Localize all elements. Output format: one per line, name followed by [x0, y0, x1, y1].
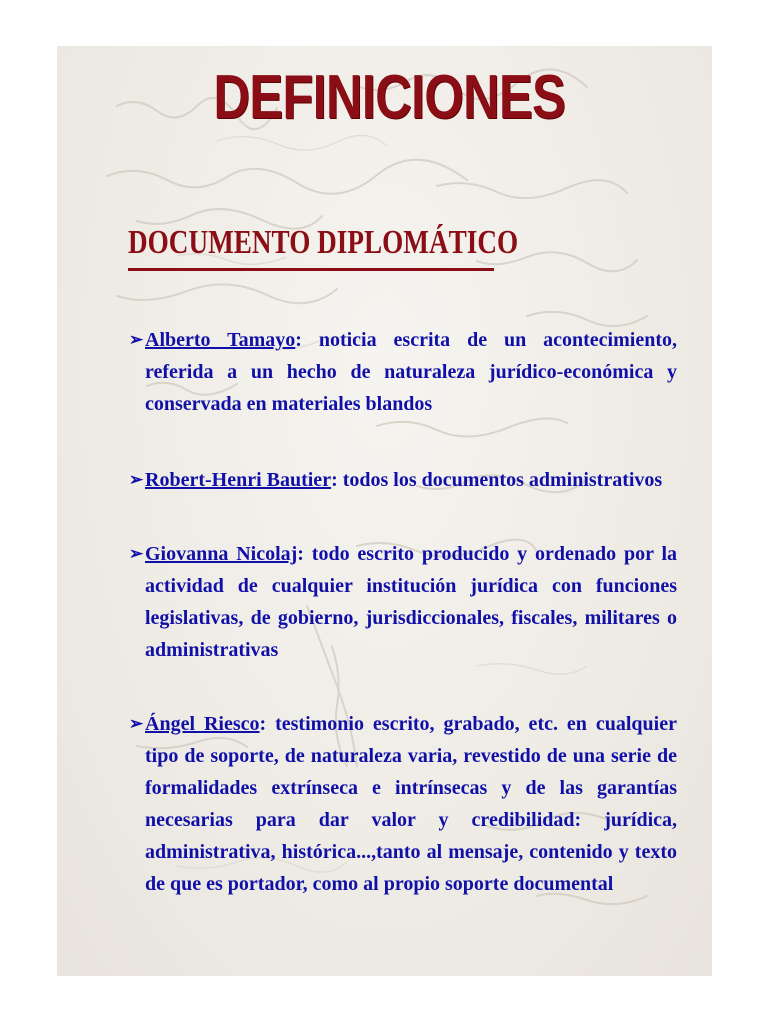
arrow-bullet-icon: ➢	[129, 714, 144, 733]
definition-text: : todo escrito producido y ordenado por la actividad de cualquier institución jurídica con funciones legislativas, de gobierno, jurisdiccionales, fiscales, militares o administrativas	[145, 543, 677, 661]
definition-item	[129, 464, 677, 496]
page-title: DEFINICIONES	[213, 63, 566, 132]
definition-item	[129, 324, 677, 420]
section-heading	[128, 224, 519, 262]
definition-text: : testimonio escrito, grabado, etc. en cualquier tipo de soporte, de naturaleza varia, revestido de una serie de formalidades extrínseca e intrínsecas y de las garantías necesarias para dar valor y credibilidad: jurídica, administrativa, histórica...,tanto al mensaje, contenido y texto de que es portador, como al propio soporte documental	[145, 713, 677, 895]
definition-author: Ángel Riesco	[145, 713, 260, 735]
section-heading-underline	[128, 268, 494, 271]
arrow-bullet-icon: ➢	[129, 330, 144, 349]
definition-text: : noticia escrita de un acontecimiento, referida a un hecho de naturaleza jurídico-económica y conservada en materiales blandos	[145, 329, 677, 415]
definition-item	[129, 708, 677, 900]
definition-author: Giovanna Nicolaj	[145, 543, 298, 565]
arrow-bullet-icon: ➢	[129, 544, 144, 563]
definition-author: Robert-Henri Bautier	[145, 469, 332, 491]
definition-text: : todos los documentos administrativos	[331, 469, 663, 491]
definition-author: Alberto Tamayo	[145, 329, 296, 351]
definition-item	[129, 538, 677, 666]
definition-list	[129, 324, 677, 900]
section-heading-text: DOCUMENTO DIPLOMÁTICO	[128, 224, 519, 261]
slide	[57, 46, 712, 976]
arrow-bullet-icon: ➢	[129, 470, 144, 489]
